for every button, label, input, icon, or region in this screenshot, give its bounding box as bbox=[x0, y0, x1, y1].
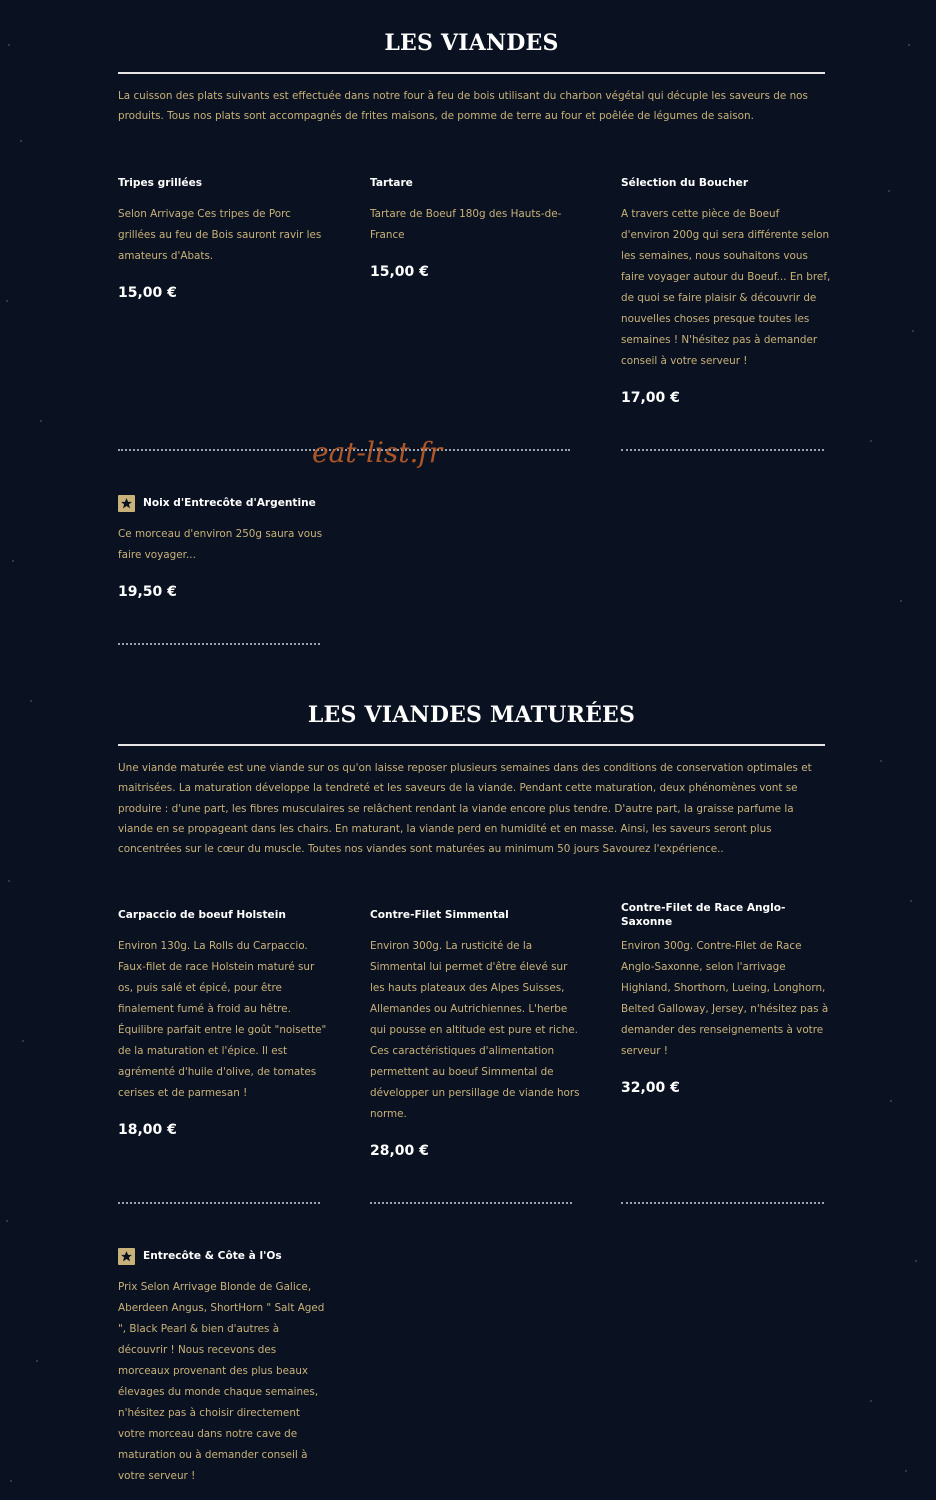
menu-item-selection-boucher bbox=[621, 174, 831, 406]
item-price: 15,00 € bbox=[370, 264, 429, 280]
item-name: Noix d'Entrecôte d'Argentine bbox=[143, 497, 316, 509]
section-title-viandes: LES VIANDES bbox=[384, 30, 559, 56]
star-badge-icon bbox=[118, 1248, 135, 1265]
item-name-row bbox=[118, 1247, 328, 1265]
star-badge-icon bbox=[118, 495, 135, 512]
section-intro: La cuisson des plats suivants est effectuée dans notre four à feu de bois utilisant du charbon végétal qui décuple les saveurs de nos produits. Tous nos plats sont accompagnés de frites maisons, de pomme de terre au four et poêlée de légumes de saison. bbox=[118, 90, 808, 123]
item-price: 17,00 € bbox=[621, 390, 680, 406]
item-separator bbox=[118, 643, 320, 645]
item-name: Contre-Filet de Race Anglo-Saxonne bbox=[621, 902, 786, 928]
menu-item-noix-entrecote bbox=[118, 494, 328, 600]
item-name: Carpaccio de boeuf Holstein bbox=[118, 909, 286, 921]
item-separator bbox=[370, 1202, 572, 1204]
item-price: 19,50 € bbox=[118, 584, 177, 600]
menu-item-contre-filet-anglo-saxonne bbox=[621, 902, 831, 1096]
item-separator bbox=[118, 1202, 320, 1204]
section-intro: Une viande maturée est une viande sur os qu'on laisse reposer plusieurs semaines dans des conditions de conservation optimales et maitrisées. La maturation développe la tendreté et les saveurs de la viande. Pendant cette maturation, deux phénomènes vont se produire : d'une part, les fibres musculaires se relâchent rendant la viande encore plus tendre. D'autre part, la graisse parfume la viande en se propageant dans les chairs. En maturant, la viande perd en humidité et en masse. Ainsi, les saveurs seront plus concentrées sur le cœur du muscle. Toutes nos viandes sont maturées au minimum 50 jours Savourez l'expérience.. bbox=[118, 762, 812, 856]
menu-item-contre-filet-simmental bbox=[370, 906, 580, 1159]
item-description: Selon Arrivage Ces tripes de Porc grillées au feu de Bois sauront ravir les amateurs d'Abats. bbox=[118, 208, 322, 262]
item-price: 15,00 € bbox=[118, 285, 177, 301]
menu-item-tartare bbox=[370, 174, 580, 280]
item-description: Ce morceau d'environ 250g saura vous faire voyager... bbox=[118, 528, 323, 561]
item-name: Contre-Filet Simmental bbox=[370, 909, 509, 921]
menu-item-carpaccio bbox=[118, 906, 328, 1138]
item-price: 18,00 € bbox=[118, 1122, 177, 1138]
item-description: A travers cette pièce de Boeuf d'environ 200g qui sera différente selon les semaines, nous souhaitons vous faire voyager autour du Boeuf... En bref, de quoi se faire plaisir & découvrir de nouvelles choses presque toutes les semaines ! N'hésitez pas à demander conseil à votre serveur ! bbox=[621, 208, 831, 367]
item-description: Environ 300g. La rusticité de la Simmental lui permet d'être élevé sur les hauts plateaux des Alpes Suisses, Allemandes ou Autrichiennes. L'herbe qui pousse en altitude est pure et riche. Ces caractéristiques d'alimentation permettent au boeuf Simmental de développer un persillage de viande hors norme. bbox=[370, 940, 580, 1120]
item-description: Tartare de Boeuf 180g des Hauts-de-France bbox=[370, 208, 562, 241]
item-separator bbox=[621, 449, 824, 451]
item-name-row bbox=[118, 494, 328, 512]
watermark-text: eat-list.fr bbox=[312, 436, 443, 469]
item-description: Environ 300g. Contre-Filet de Race Anglo-Saxonne, selon l'arrivage Highland, Shorthorn, Lueing, Longhorn, Belted Galloway, Jersey, n'hésitez pas à demander des renseignements à votre serveur ! bbox=[621, 940, 829, 1057]
item-description: Prix Selon Arrivage Blonde de Galice, Aberdeen Angus, ShortHorn " Salt Aged ", Black Pearl & bien d'autres à découvrir ! Nous recevons des morceaux provenant des plus beaux élevages du monde chaque semaines, n'hésitez pas à choisir directement votre morceau dans notre cave de maturation ou à demander conseil à votre serveur ! bbox=[118, 1281, 325, 1482]
menu-item-tripes bbox=[118, 174, 328, 301]
section-rule bbox=[118, 744, 825, 746]
menu-item-entrecote-cote bbox=[118, 1247, 328, 1487]
item-name: Sélection du Boucher bbox=[621, 177, 749, 189]
item-name: Entrecôte & Côte à l'Os bbox=[143, 1250, 282, 1262]
section-rule bbox=[118, 72, 825, 74]
item-price: 28,00 € bbox=[370, 1143, 429, 1159]
item-separator bbox=[621, 1202, 824, 1204]
item-description: Environ 130g. La Rolls du Carpaccio. Faux-filet de race Holstein maturé sur os, puis salé et épicé, pour être finalement fumé à froid au hêtre. Équilibre parfait entre le goût "noisette" de la maturation et l'épice. Il est agrémenté d'huile d'olive, de tomates cerises et de parmesan ! bbox=[118, 940, 327, 1099]
item-name: Tripes grillées bbox=[118, 177, 203, 189]
section-title-viandes-maturees: LES VIANDES MATURÉES bbox=[307, 702, 636, 728]
item-price: 32,00 € bbox=[621, 1080, 680, 1096]
item-name: Tartare bbox=[370, 177, 413, 189]
